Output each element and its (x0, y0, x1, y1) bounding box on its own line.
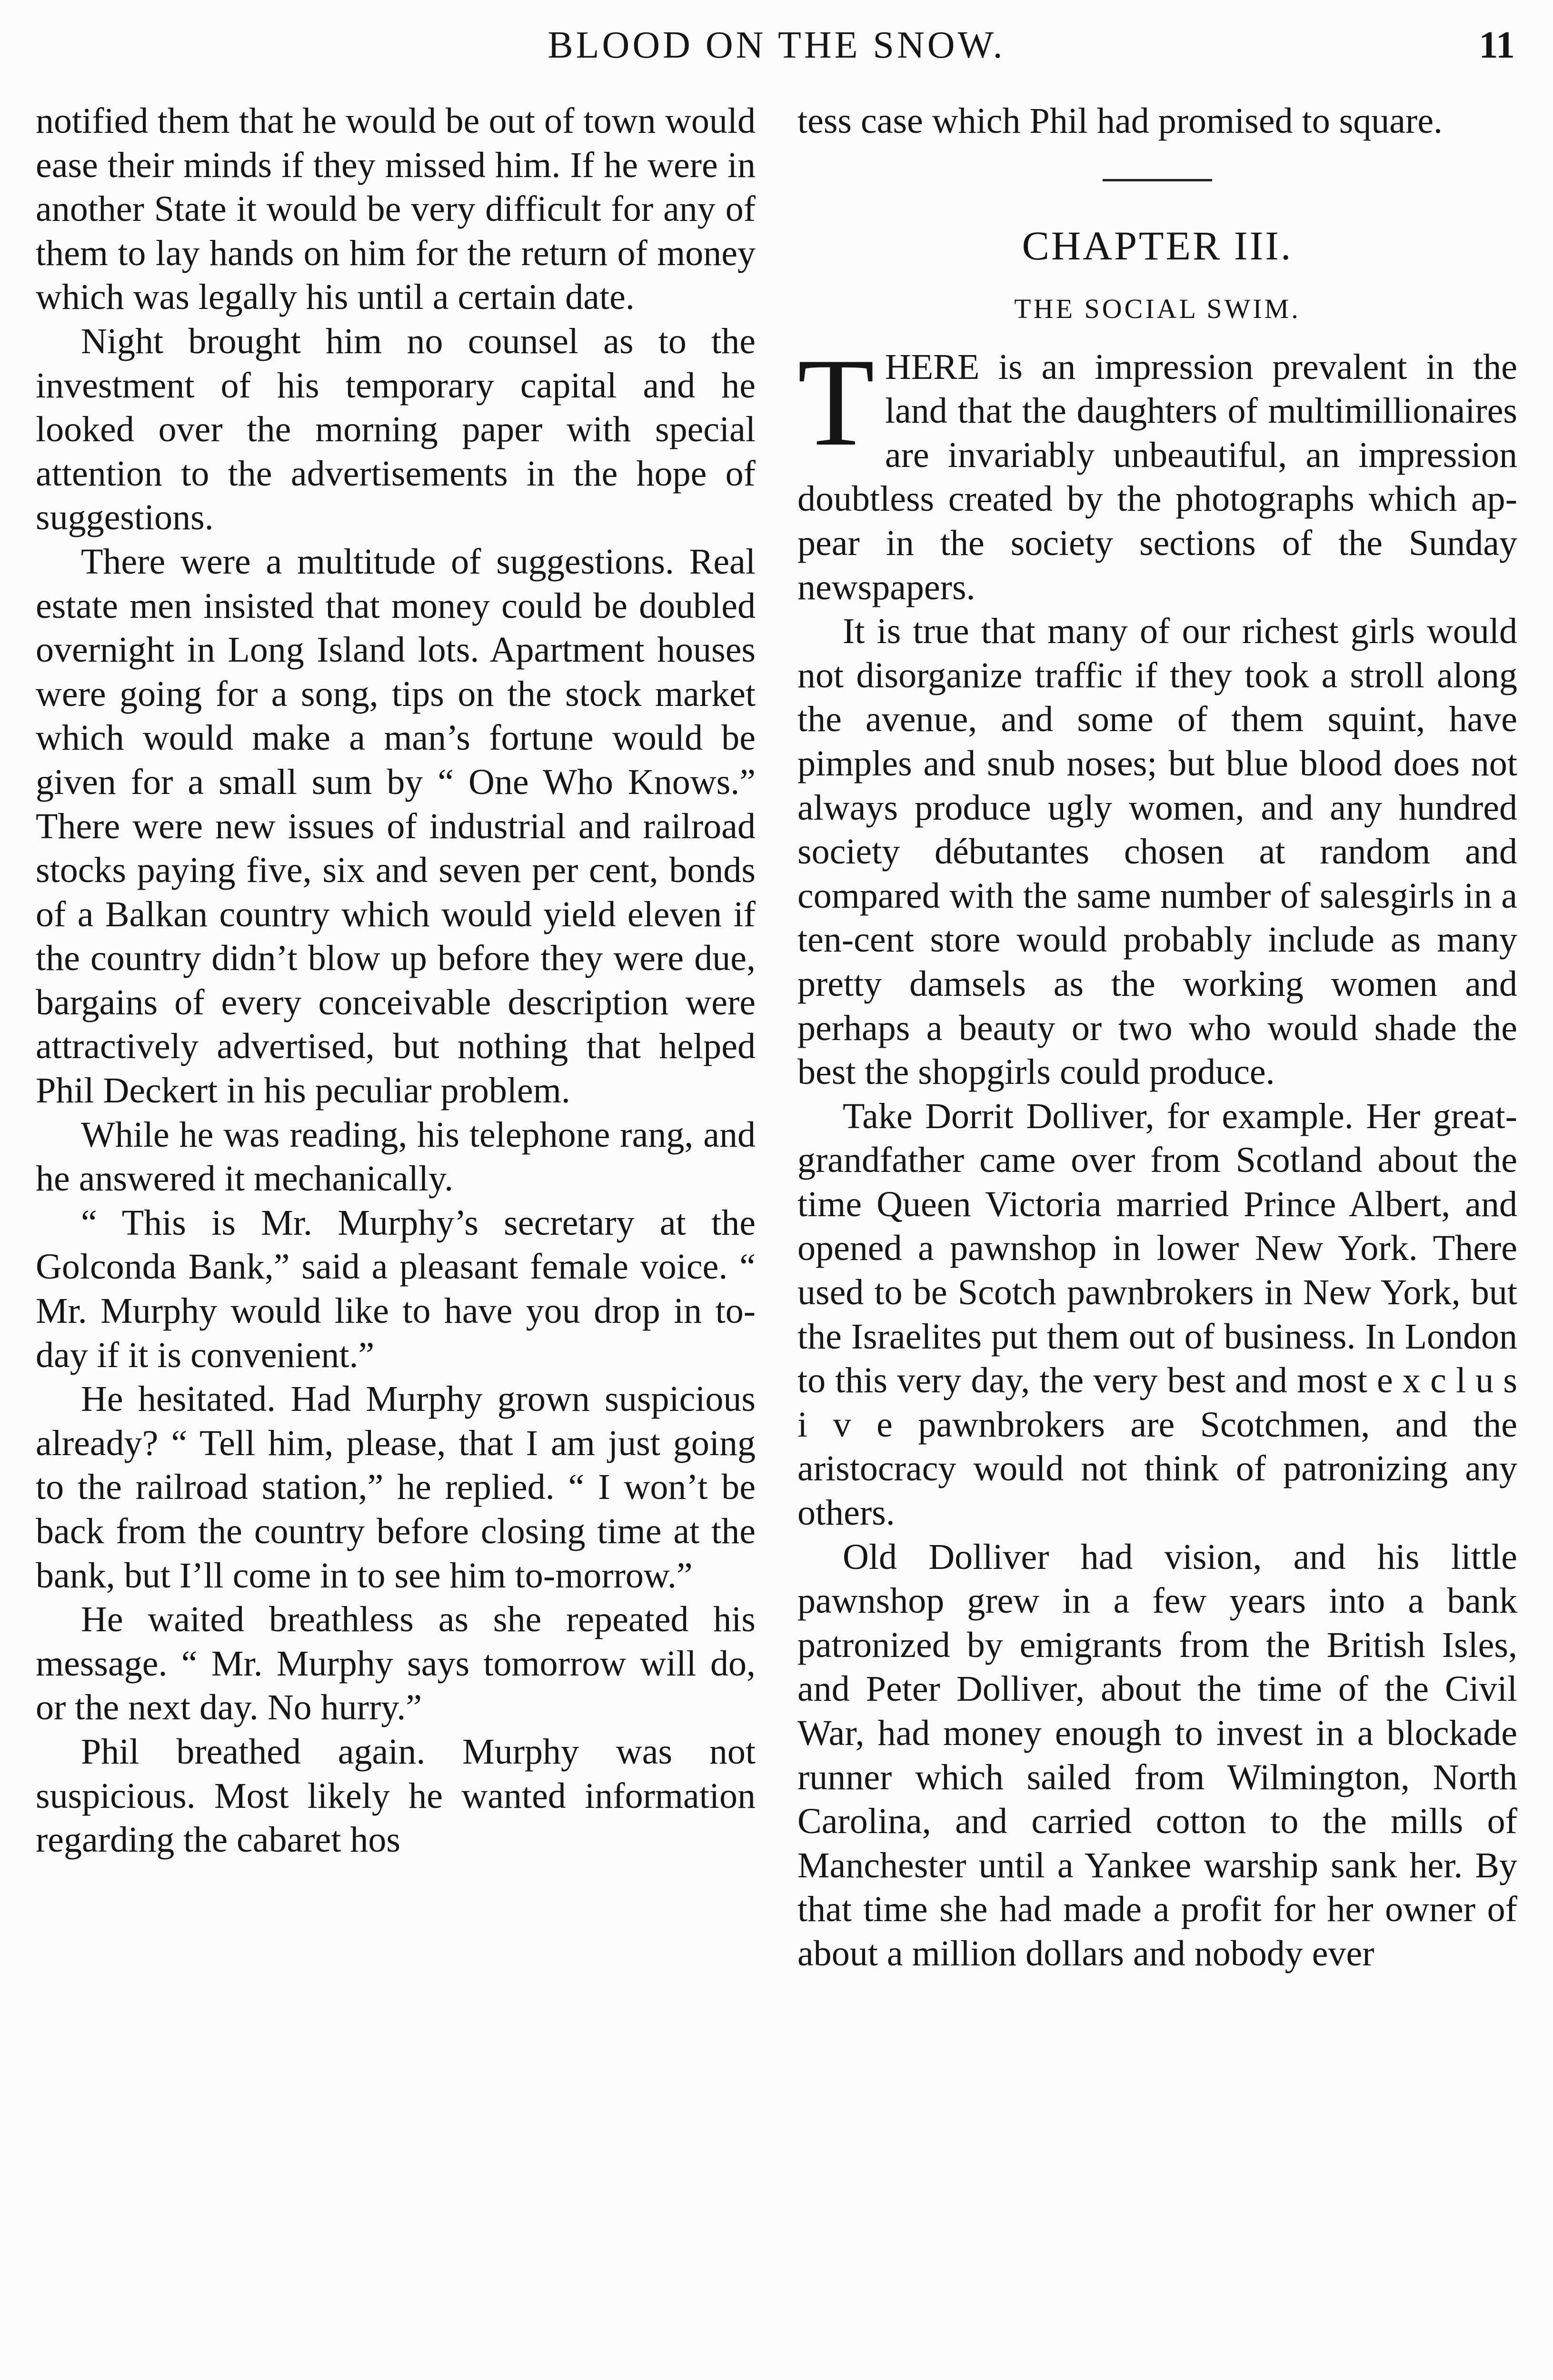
chapter-subtitle: THE SOCIAL SWIM. (1014, 293, 1301, 324)
paragraph: He waited breathless as she repeated his message. “ Mr. Murphy says tomorrow will do, or the next day. No hurry.” (36, 1599, 756, 1728)
continuation-paragraph: tess case which Phil had promised to square. (797, 101, 1443, 141)
paragraph: Take Dorrit Dolliver, for example. Her great-grandfather came over from Scotland about the time Queen Victoria married Prince Albert, and opened a pawnshop in lower New York. There used to be Scotch pawnbrokers in New York, but the Israelites put them out of business. In London to this very day, the very best and most e x c l u s i v e pawnbrokers are Scotchmen, and the aristocracy would not think of patronizing any others. (797, 1096, 1517, 1533)
chapter-title: CHAPTER III. (1022, 222, 1293, 268)
paragraph: Old Dolliver had vision, and his little pawnshop grew in a few years into a bank patronized by emigrants from the British Isles, and Peter Dolliver, about the time of the Civil War, had money enough to invest in a blockade runner which sailed from Wilmington, North Carolina, and carried cotton to the mills of Manchester until a Yankee warship sank her. By that time she had made a profit for her owner of about a million dollars and nobody ever (797, 1537, 1517, 1973)
right-column (797, 99, 1517, 2380)
running-title: BLOOD ON THE SNOW. (548, 24, 1005, 66)
drop-cap: T (797, 332, 875, 472)
left-column (36, 99, 756, 2380)
running-header (0, 19, 1553, 71)
paragraph: Night brought him no counsel as to the investment of his temporary capital and he looked over the morning paper with special attention to the advertisements in the hope of suggestions. (36, 321, 756, 538)
paragraph: It is true that many of our richest girls would not disorganize traffic if they took a stroll along the avenue, and some of them squint, have pimples and snub noses; but blue blood does not always produce ugly women, and any hundred society débutantes chosen at random and compared with the same number of salesgirls in a ten-cent store would probably include as many pretty damsels as the working women and perhaps a beauty or two who would shade the best the shopgirls could produce. (797, 611, 1517, 1092)
paragraph: “ This is Mr. Murphy’s secretary at the Golconda Bank,” said a pleasant female voice. “ Mr. Murphy would like to have you drop in to-day if it is convenient.” (36, 1202, 756, 1375)
paragraph: Phil breathed again. Murphy was not suspicious. Most likely he wanted information regarding the cabaret hos (36, 1731, 756, 1860)
section-divider (1103, 179, 1212, 181)
opening-text: HERE is an impression prevalent in the land that the daughters of multimillionaires are invariably unbeautiful, an impression doubtless created by the photographs which appear in the society sections of the Sunday newspapers. (797, 347, 1517, 607)
page-number: 11 (1479, 24, 1515, 66)
paragraph: notified them that he would be out of town would ease their minds if they missed him. If he were in another State it would be very difficult for any of them to lay hands on him for the return of money which was legally his until a certain date. (36, 101, 756, 317)
chapter-opening-paragraph (797, 332, 1517, 610)
paragraph: There were a multitude of suggestions. Real estate men insisted that money could be doubled overnight in Long Island lots. Apartment houses were going for a song, tips on the stock market which would make a man’s fortune would be given for a small sum by “ One Who Knows.” There were new issues of industrial and railroad stocks paying five, six and seven per cent, bonds of a Balkan country which would yield eleven if the country didn’t blow up before they were due, bargains of every conceivable description were attractively advertised, but nothing that helped Phil Deckert in his peculiar problem. (36, 541, 756, 1111)
paragraph: He hesitated. Had Murphy grown suspicious already? “ Tell him, please, that I am just going to the railroad station,” he replied. “ I won’t be back from the country before closing time at the bank, but I’ll come in to see him to-morrow.” (36, 1379, 756, 1596)
paragraph: While he was reading, his telephone rang, and he answered it mechanically. (36, 1114, 756, 1199)
